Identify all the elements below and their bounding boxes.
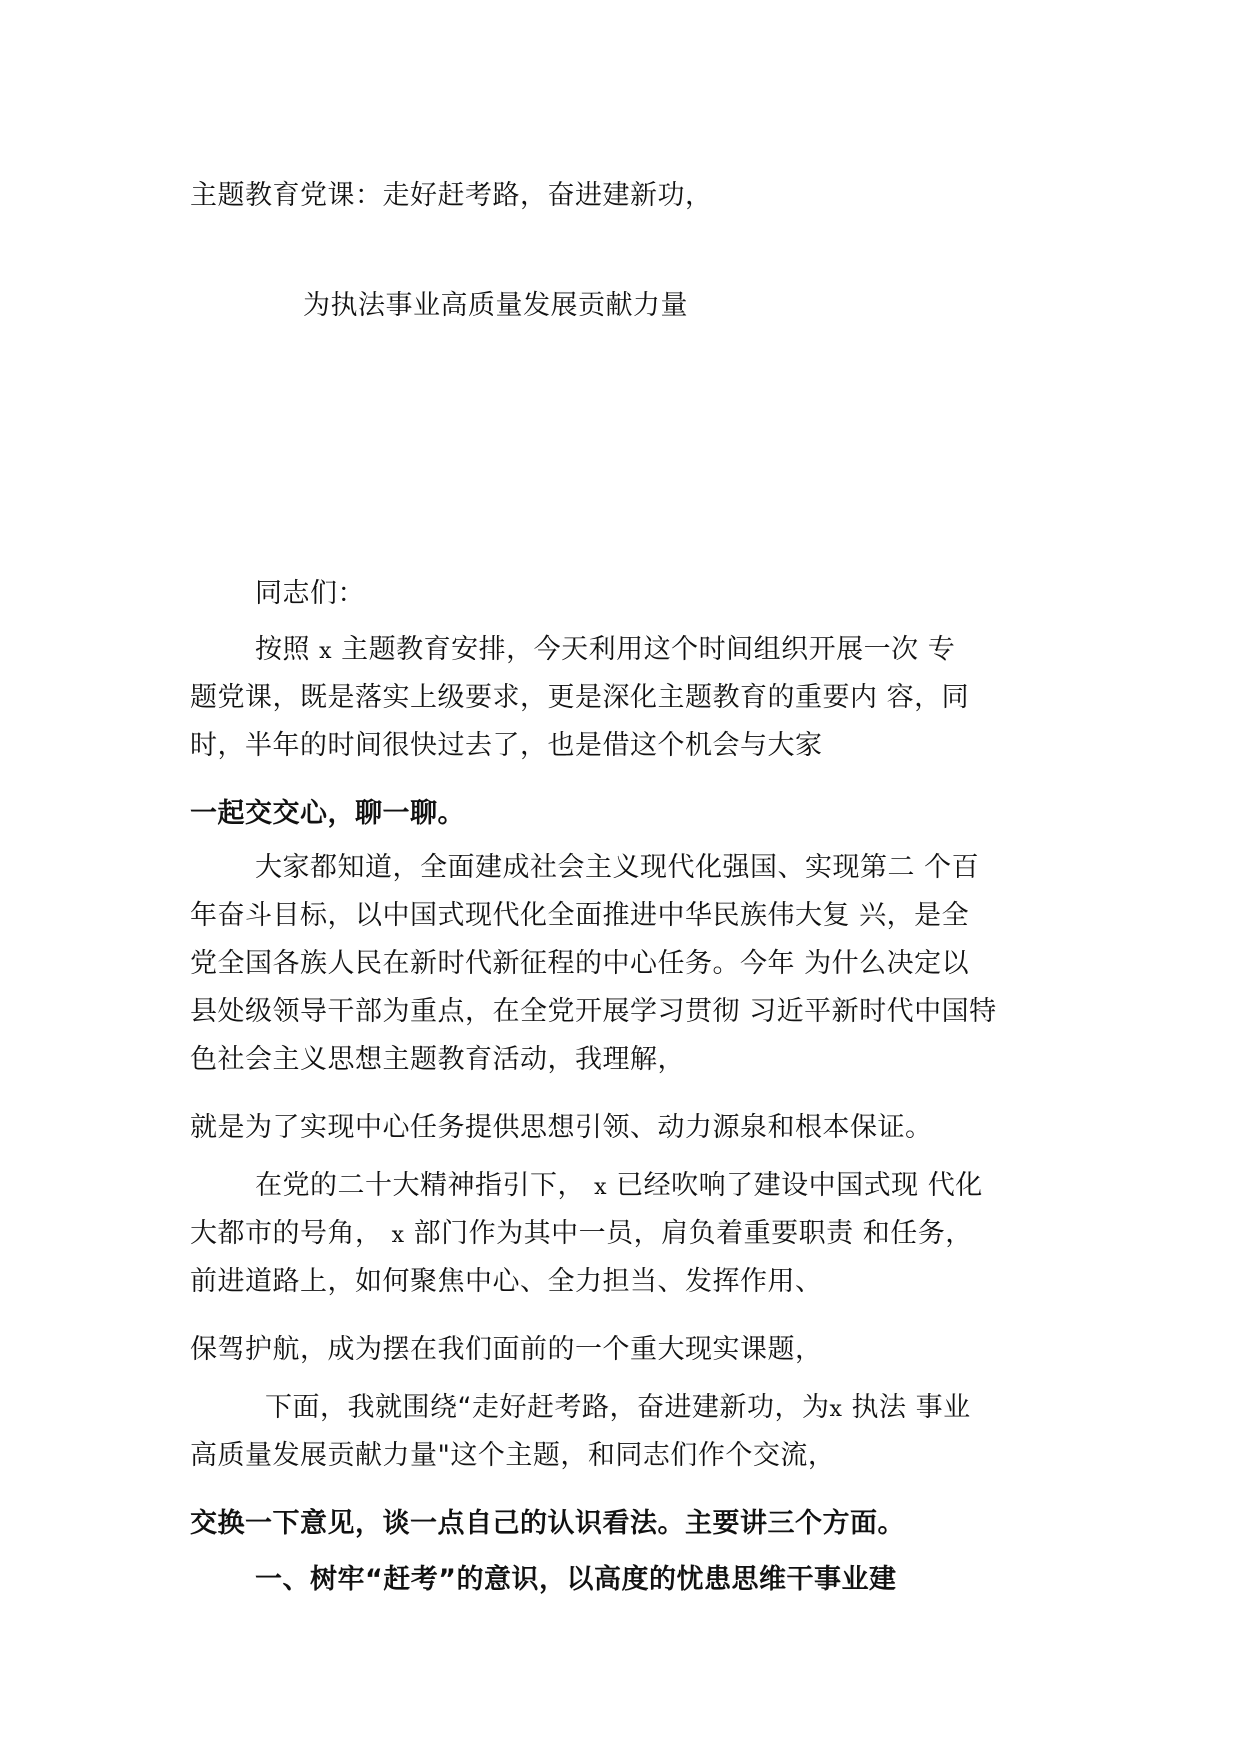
paragraph-1-line-4: 一起交交心，聊一聊。 <box>190 798 465 829</box>
text-segment: 大都市的号角， <box>190 1218 383 1249</box>
paragraph-3-line-4: 保驾护航，成为摆在我们面前的一个重大现实课题， <box>190 1334 823 1365</box>
greeting: 同志们： <box>255 578 365 609</box>
paragraph-2-line-6: 就是为了实现中心任务提供思想引领、动力源泉和根本保证。 <box>190 1112 933 1143</box>
paragraph-1-line-2: 题党课，既是落实上级要求，更是深化主题教育的重要内 容，同 <box>190 682 970 713</box>
placeholder-x: x <box>391 1223 405 1248</box>
section-heading-1: 一、树牢“赶考”的意识，以高度的忧患思维干事业建 <box>255 1564 897 1595</box>
text-segment: 已经吹响了建设中国式现 代化 <box>616 1170 983 1201</box>
paragraph-3-line-3: 前进道路上，如何聚焦中心、全力担当、发挥作用、 <box>190 1266 823 1297</box>
paragraph-2-line-2: 年奋斗目标，以中国式现代化全面推进中华民族伟大复 兴，是全 <box>190 900 970 931</box>
paragraph-4-line-3: 交换一下意见，谈一点自己的认识看法。主要讲三个方面。 <box>190 1508 905 1539</box>
paragraph-2-line-3: 党全国各族人民在新时代新征程的中心任务。今年 为什么决定以 <box>190 948 970 979</box>
text-segment: 部门作为其中一员，肩负着重要职责 和任务， <box>413 1218 973 1249</box>
paragraph-1-line-1 <box>255 632 955 670</box>
placeholder-x: x <box>594 1175 608 1200</box>
paragraph-1-line-3: 时，半年的时间很快过去了，也是借这个机会与大家 <box>190 730 823 761</box>
title-line-2: 为执法事业高质量发展贡献力量 <box>303 290 688 321</box>
text-segment: 执法 事业 <box>851 1392 971 1423</box>
paragraph-3-line-1 <box>255 1168 983 1206</box>
placeholder-x: x <box>829 1397 843 1422</box>
text-segment: 下面，我就围绕“走好赶考路，奋进建新功，为 <box>265 1392 830 1423</box>
text-segment: 在党的二十大精神指引下， <box>255 1170 585 1201</box>
text-segment: 按照 <box>255 634 310 665</box>
paragraph-2-line-1: 大家都知道，全面建成社会主义现代化强国、实现第二 个百 <box>255 852 980 883</box>
paragraph-2-line-5: 色社会主义思想主题教育活动，我理解， <box>190 1044 685 1075</box>
paragraph-2-line-4: 县处级领导干部为重点，在全党开展学习贯彻 习近平新时代中国特 <box>190 996 997 1027</box>
paragraph-4-line-1 <box>265 1390 971 1428</box>
paragraph-3-line-2 <box>190 1216 973 1254</box>
placeholder-x: x <box>319 639 333 664</box>
paragraph-4-line-2: 高质量发展贡献力量"这个主题，和同志们作个交流， <box>190 1440 836 1471</box>
text-segment: 主题教育安排，今天利用这个时间组织开展一次 专 <box>341 634 956 665</box>
title-line-1: 主题教育党课：走好赶考路，奋进建新功， <box>190 180 713 211</box>
